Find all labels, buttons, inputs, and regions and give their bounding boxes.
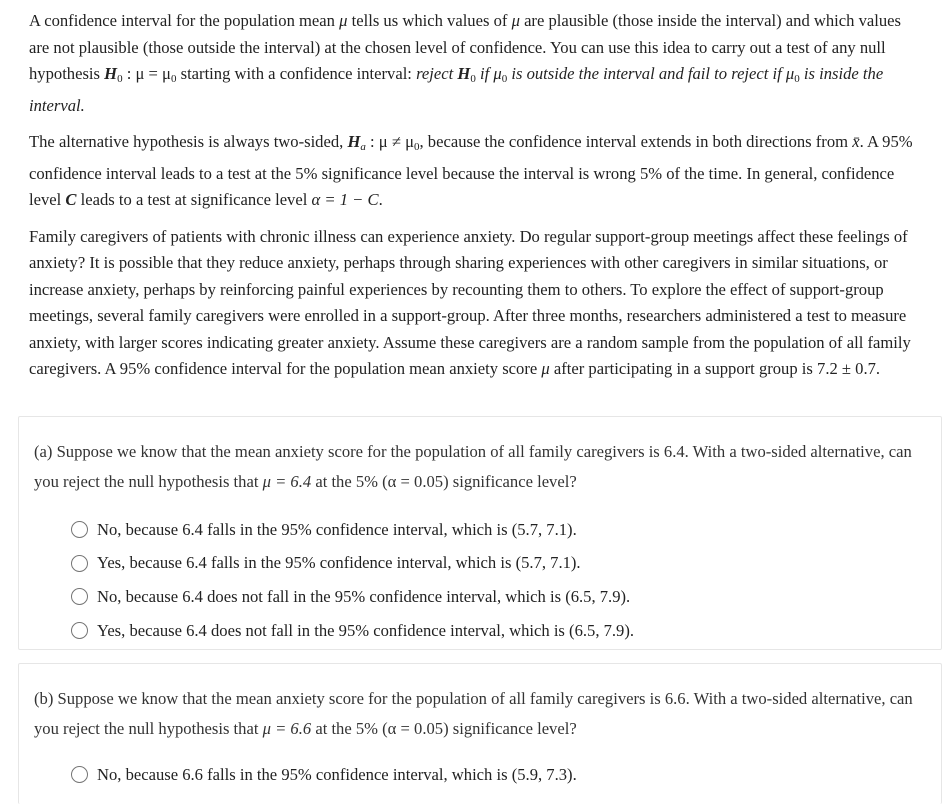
- option-a4[interactable]: Yes, because 6.4 does not fall in the 95% confidence interval, which is (6.5, 7.9).: [71, 614, 634, 648]
- question-b-panel: [18, 663, 942, 804]
- intro-text: [29, 8, 924, 383]
- radio-button[interactable]: [71, 521, 88, 538]
- option-b1[interactable]: No, because 6.6 falls in the 95% confidence interval, which is (5.9, 7.3).: [71, 758, 577, 792]
- intro-paragraph-3: Family caregivers of patients with chronic illness can experience anxiety. Do regular support-group meetings affect these feelings of anxiety? It is possible that they reduce anxiety, perhaps through sharing experiences with other caregivers in similar situations, or increase anxiety, perhaps by reinforcing painful experiences by recounting them to others. To explore the effect of support-group meetings, several family caregivers were enrolled in a support-group. After three months, researchers administered a test to measure anxiety, with larger scores indicating greater anxiety. Assume these caregivers are a random sample from the population of all family caregivers. A 95% confidence interval for the population mean anxiety score μ after participating in a support group is 7.2 ± 0.7.: [29, 226, 911, 378]
- radio-button[interactable]: [71, 622, 88, 639]
- option-a2[interactable]: Yes, because 6.4 falls in the 95% confidence interval, which is (5.7, 7.1).: [71, 547, 634, 581]
- question-b-text: (b) Suppose we know that the mean anxiety score for the population of all family caregivers is 6.6. With a two-sided alternative, can you reject the null hypothesis that μ = 6.6 at the 5% (α = 0.05) significance level?: [34, 689, 913, 738]
- question-a-panel: [18, 416, 942, 650]
- question-a-options: [71, 513, 634, 647]
- intro-paragraph-1: A confidence interval for the population mean μ tells us which values of μ are plausible (those inside the interval) and which values are not plausible (those outside the interval) at the chosen level of confidence. You can use this idea to carry out a test of any null hypothesis $H_0$ : $\mu = \mu_0$ starting with a confidence interval: reject $H_0$ if $\mu_0$ is outside the interval and fail to reject if $\mu_0$ is inside the interval.: [29, 11, 901, 115]
- radio-button[interactable]: [71, 555, 88, 572]
- option-a3[interactable]: No, because 6.4 does not fall in the 95% confidence interval, which is (6.5, 7.9).: [71, 580, 634, 614]
- question-b-options: [71, 758, 577, 792]
- option-a1[interactable]: No, because 6.4 falls in the 95% confidence interval, which is (5.7, 7.1).: [71, 513, 634, 547]
- radio-button[interactable]: [71, 766, 88, 783]
- radio-button[interactable]: [71, 588, 88, 605]
- intro-paragraph-2: The alternative hypothesis is always two-sided, Ha : $\mu \ne \mu_0$, because the confidence interval extends in both directions from x̄. A 95% confidence interval leads to a test at the 5% significance level because the interval is wrong 5% of the time. In general, confidence level C leads to a test at significance level α = 1 − C.: [29, 132, 913, 209]
- question-a-text: (a) Suppose we know that the mean anxiety score for the population of all family caregivers is 6.4. With a two-sided alternative, can you reject the null hypothesis that μ = 6.4 at the 5% (α = 0.05) significance level?: [34, 442, 912, 491]
